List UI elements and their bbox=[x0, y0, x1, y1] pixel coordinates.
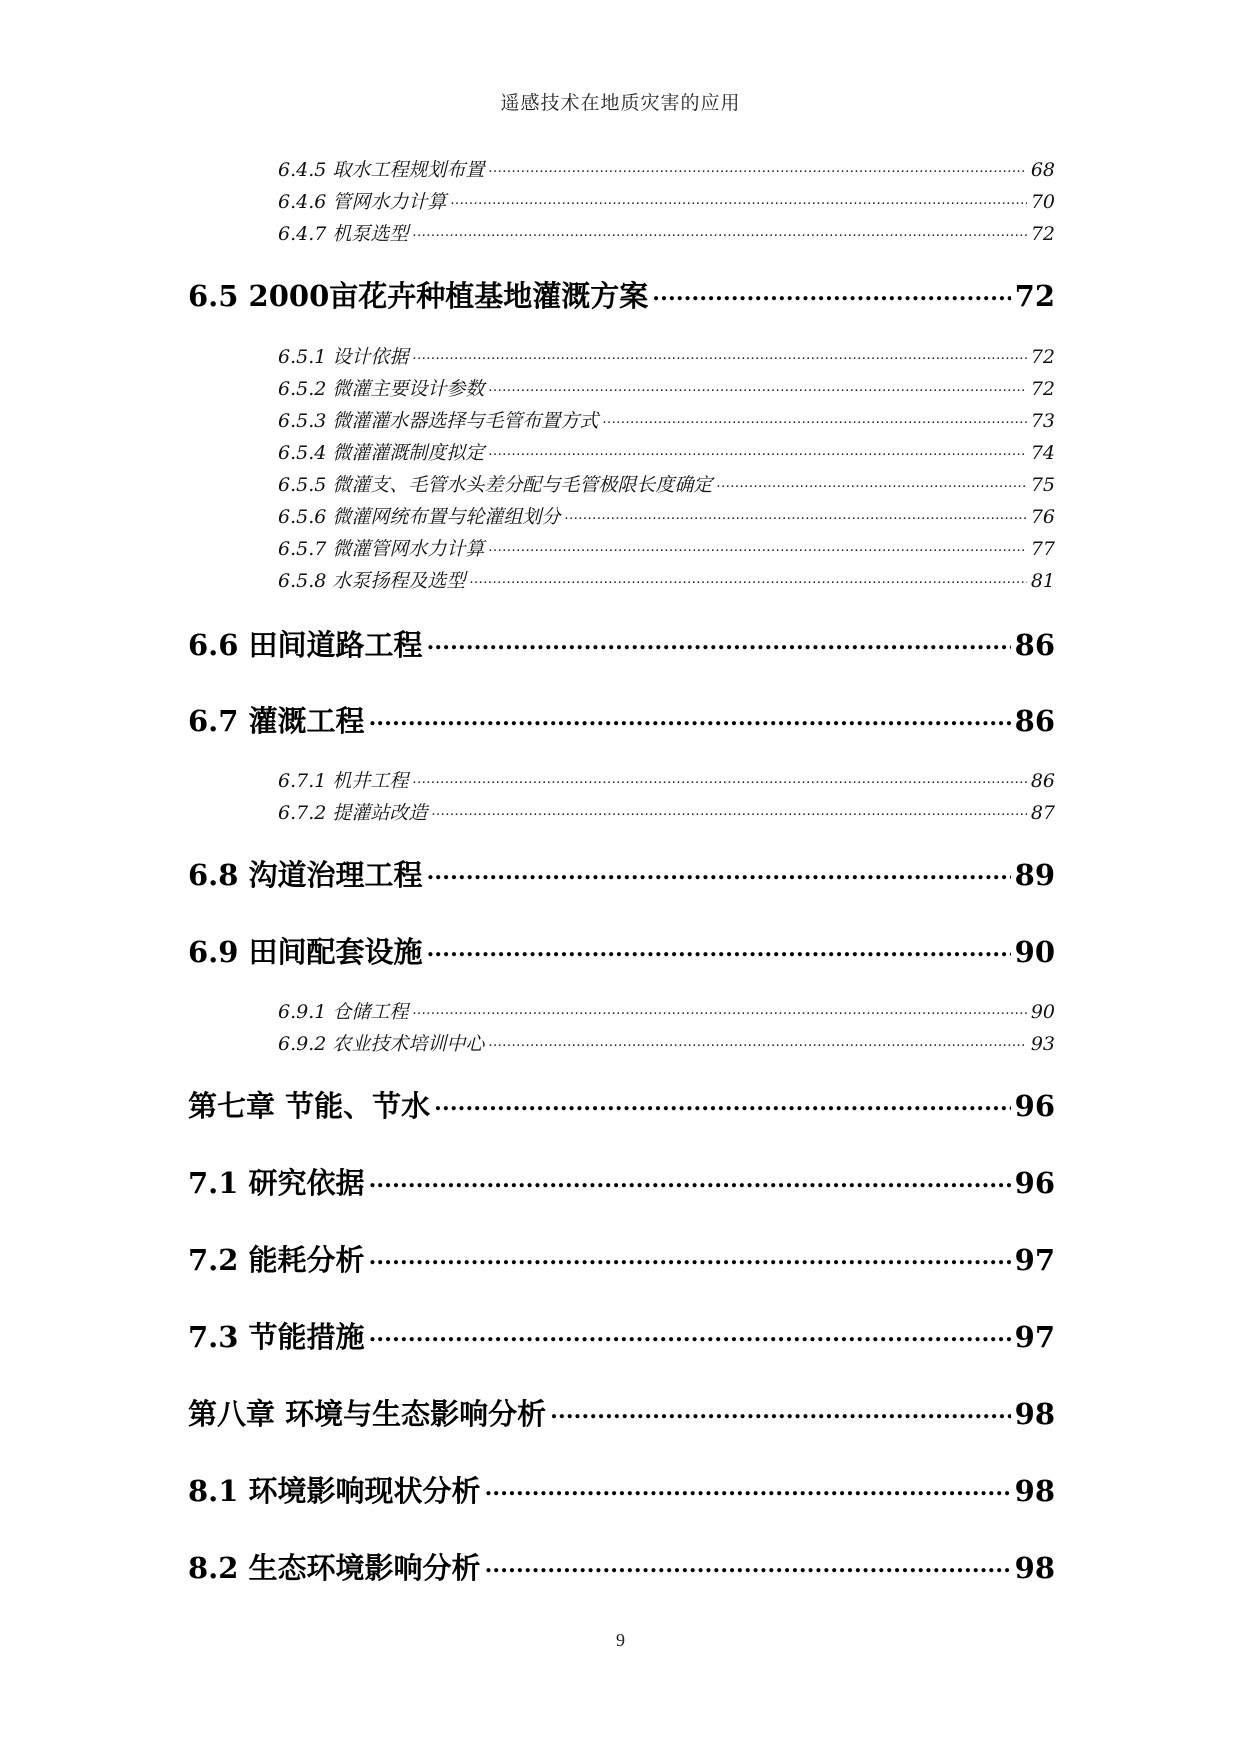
toc-entry-title: 6.9.1 仓储工程 bbox=[278, 1001, 409, 1023]
toc-section[interactable] bbox=[188, 928, 1055, 968]
toc-entry-page: 81 bbox=[1030, 570, 1055, 592]
toc-section-page: 97 bbox=[1014, 1243, 1055, 1277]
toc-section-title: 6.9 田间配套设施 bbox=[188, 935, 423, 969]
toc-entry-title: 6.4.6 管网水力计算 bbox=[278, 191, 447, 213]
toc-entry[interactable] bbox=[278, 565, 1055, 591]
dot-leader bbox=[716, 469, 1026, 491]
dot-leader bbox=[488, 154, 1026, 176]
dot-leader bbox=[427, 851, 1011, 885]
toc-section-page: 96 bbox=[1014, 1166, 1055, 1200]
toc-chapter-page: 96 bbox=[1014, 1089, 1055, 1123]
dot-leader bbox=[488, 437, 1026, 459]
toc-entry-page: 75 bbox=[1030, 474, 1055, 496]
toc-chapter[interactable] bbox=[188, 1390, 1055, 1430]
toc-section-page: 98 bbox=[1014, 1474, 1055, 1508]
toc-entry-title: 6.9.2 农业技术培训中心 bbox=[278, 1033, 485, 1055]
running-header: 遥感技术在地质灾害的应用 bbox=[500, 92, 741, 114]
toc-entry-title: 6.7.1 机井工程 bbox=[278, 770, 409, 792]
toc-chapter-title: 第七章 节能、节水 bbox=[188, 1089, 431, 1123]
toc-entry-page: 68 bbox=[1030, 159, 1055, 181]
toc-entry[interactable] bbox=[278, 533, 1055, 559]
toc-entry-page: 72 bbox=[1030, 223, 1055, 245]
toc-entry-title: 6.5.2 微灌主要设计参数 bbox=[278, 378, 485, 400]
dot-leader bbox=[412, 341, 1026, 363]
toc-section-title: 6.7 灌溉工程 bbox=[188, 704, 365, 738]
toc-entry-page: 74 bbox=[1030, 442, 1055, 464]
toc-section-page: 72 bbox=[1014, 279, 1055, 313]
toc-chapter[interactable] bbox=[188, 1082, 1055, 1122]
toc-entry-page: 76 bbox=[1030, 506, 1055, 528]
toc-entry-page: 86 bbox=[1030, 770, 1055, 792]
toc-entry-title: 6.5.7 微灌管网水力计算 bbox=[278, 538, 485, 560]
toc-entry-page: 73 bbox=[1030, 410, 1055, 432]
toc-entry[interactable] bbox=[278, 373, 1055, 399]
toc-section-title: 7.3 节能措施 bbox=[188, 1320, 365, 1354]
toc-section-title: 8.2 生态环境影响分析 bbox=[188, 1551, 481, 1585]
toc-section-page: 86 bbox=[1014, 704, 1055, 738]
toc-entry[interactable] bbox=[278, 341, 1055, 367]
dot-leader bbox=[427, 621, 1011, 655]
toc-section[interactable] bbox=[188, 1159, 1055, 1199]
dot-leader bbox=[434, 1082, 1011, 1116]
toc-entry[interactable] bbox=[278, 405, 1055, 431]
toc-section-title: 6.5 2000亩花卉种植基地灌溉方案 bbox=[188, 279, 649, 313]
dot-leader bbox=[488, 373, 1026, 395]
dot-leader bbox=[469, 565, 1026, 587]
dot-leader bbox=[488, 1028, 1026, 1050]
toc-entry[interactable] bbox=[278, 469, 1055, 495]
toc-entry[interactable] bbox=[278, 218, 1055, 244]
toc-entry-page: 93 bbox=[1030, 1033, 1055, 1055]
dot-leader bbox=[431, 797, 1026, 819]
dot-leader bbox=[412, 996, 1026, 1018]
toc-section-title: 6.6 田间道路工程 bbox=[188, 628, 423, 662]
toc-entry-title: 6.7.2 提灌站改造 bbox=[278, 802, 428, 824]
toc-entry-page: 87 bbox=[1030, 802, 1055, 824]
toc-entry-title: 6.5.5 微灌支、毛管水头差分配与毛管极限长度确定 bbox=[278, 474, 713, 496]
toc-entry-page: 72 bbox=[1030, 378, 1055, 400]
toc-chapter-page: 98 bbox=[1014, 1397, 1055, 1431]
dot-leader bbox=[652, 272, 1010, 306]
toc-section[interactable] bbox=[188, 1236, 1055, 1276]
toc-section-page: 98 bbox=[1014, 1551, 1055, 1585]
toc-section[interactable] bbox=[188, 1544, 1055, 1584]
toc-section[interactable] bbox=[188, 272, 1055, 312]
toc-section-title: 6.8 沟道治理工程 bbox=[188, 858, 423, 892]
toc-entry-title: 6.5.4 微灌灌溉制度拟定 bbox=[278, 442, 485, 464]
toc-section-title: 7.2 能耗分析 bbox=[188, 1243, 365, 1277]
toc-section-title: 8.1 环境影响现状分析 bbox=[188, 1474, 481, 1508]
toc-entry-title: 6.5.1 设计依据 bbox=[278, 346, 409, 368]
dot-leader bbox=[369, 697, 1011, 731]
toc-section[interactable] bbox=[188, 1467, 1055, 1507]
dot-leader bbox=[550, 1390, 1011, 1424]
dot-leader bbox=[485, 1544, 1011, 1578]
toc-entry-page: 70 bbox=[1030, 191, 1055, 213]
toc-entry-title: 6.5.8 水泵扬程及选型 bbox=[278, 570, 466, 592]
toc-entry-title: 6.5.3 微灌灌水器选择与毛管布置方式 bbox=[278, 410, 599, 432]
toc-entry[interactable] bbox=[278, 154, 1055, 180]
toc-chapter-title: 第八章 环境与生态影响分析 bbox=[188, 1397, 547, 1431]
toc-entry[interactable] bbox=[278, 501, 1055, 527]
toc-section[interactable] bbox=[188, 851, 1055, 891]
dot-leader bbox=[369, 1236, 1011, 1270]
dot-leader bbox=[427, 928, 1011, 962]
toc-entry-title: 6.5.6 微灌网统布置与轮灌组划分 bbox=[278, 506, 561, 528]
dot-leader bbox=[369, 1159, 1011, 1193]
dot-leader bbox=[450, 186, 1026, 208]
dot-leader bbox=[485, 1467, 1011, 1501]
toc-section[interactable] bbox=[188, 697, 1055, 737]
toc-entry-page: 90 bbox=[1030, 1001, 1055, 1023]
dot-leader bbox=[488, 533, 1026, 555]
dot-leader bbox=[564, 501, 1026, 523]
toc-section[interactable] bbox=[188, 621, 1055, 661]
toc-entry-title: 6.4.7 机泵选型 bbox=[278, 223, 409, 245]
toc-entry-page: 72 bbox=[1030, 346, 1055, 368]
toc-entry[interactable] bbox=[278, 996, 1055, 1022]
toc-entry[interactable] bbox=[278, 186, 1055, 212]
dot-leader bbox=[369, 1313, 1011, 1347]
toc-entry[interactable] bbox=[278, 437, 1055, 463]
dot-leader bbox=[412, 218, 1026, 240]
toc-section-page: 86 bbox=[1014, 628, 1055, 662]
toc-entry-title: 6.4.5 取水工程规划布置 bbox=[278, 159, 485, 181]
dot-leader bbox=[412, 765, 1026, 787]
toc-entry-page: 77 bbox=[1030, 538, 1055, 560]
toc-section[interactable] bbox=[188, 1313, 1055, 1353]
toc-entry[interactable] bbox=[278, 765, 1055, 791]
toc-section-page: 90 bbox=[1014, 935, 1055, 969]
dot-leader bbox=[602, 405, 1026, 427]
toc-entry[interactable] bbox=[278, 1028, 1055, 1054]
toc-section-page: 89 bbox=[1014, 858, 1055, 892]
toc-entry[interactable] bbox=[278, 797, 1055, 823]
toc-section-title: 7.1 研究依据 bbox=[188, 1166, 365, 1200]
toc-section-page: 97 bbox=[1014, 1320, 1055, 1354]
page-number: 9 bbox=[616, 1630, 625, 1650]
